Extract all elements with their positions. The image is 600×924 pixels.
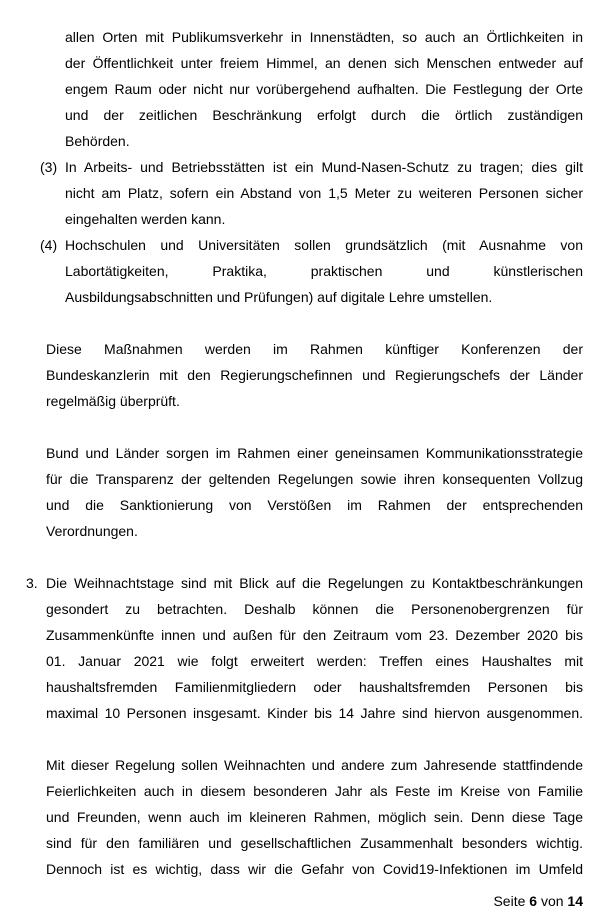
footer-label-of: von <box>540 893 564 909</box>
sub-item-3 <box>40 154 583 232</box>
text-line: sind für den familiären und gesellschaftlichen Zusammenhalt besonders wichtig. <box>46 835 583 851</box>
paragraph-communication-strategy <box>46 440 583 544</box>
paragraph-christmas-celebrations <box>46 752 583 882</box>
text-line: Ausbildungsabschnitten und Prüfungen) auf digitale Lehre umstellen. <box>65 289 493 305</box>
text-line: gesondert zu betrachten. Deshalb können die Personenobergrenzen für <box>46 601 583 617</box>
sub-item-4 <box>40 232 583 310</box>
main-item-3-christmas-days <box>26 570 583 726</box>
text-line: In Arbeits- und Betriebsstätten ist ein Mund-Nasen-Schutz zu tragen; dies gilt <box>65 159 583 175</box>
text-line: und die Sanktionierung von Verstößen im Rahmen der entsprechenden <box>46 497 583 513</box>
text-line: für die Transparenz der geltenden Regelungen sowie ihren konsequenten Vollzug <box>46 471 583 487</box>
text-line: maximal 10 Personen insgesamt. Kinder bis 14 Jahre sind hiervon ausgenommen. <box>46 705 583 721</box>
text-line: Bundeskanzlerin mit den Regierungschefinnen und Regierungschefs der Länder <box>46 367 583 383</box>
text-line: 01. Januar 2021 wie folgt erweitert werden: Treffen eines Haushaltes mit <box>46 653 583 669</box>
footer-page-total: 14 <box>567 893 583 909</box>
text-line: Bund und Länder sorgen im Rahmen einer geneinsamen Kommunikationsstrategie <box>46 445 583 461</box>
text-line: Mit dieser Regelung sollen Weihnachten und andere zum Jahresende stattfindende <box>46 757 583 773</box>
text-line: Zusammenkünfte innen und außen für den Zeitraum vom 23. Dezember 2020 bis <box>46 627 583 643</box>
text-line: nicht am Platz, sofern ein Abstand von 1,5 Meter zu weiteren Personen sicher <box>65 185 583 201</box>
page-footer <box>493 892 583 910</box>
text-line: Dennoch ist es wichtig, dass wir die Gefahr von Covid19-Infektionen im Umfeld <box>46 861 583 877</box>
text-line: allen Orten mit Publikumsverkehr in Innenstädten, so auch an Örtlichkeiten in <box>65 29 583 45</box>
document-body <box>0 24 600 882</box>
text-line: engem Raum oder nicht nur vorübergehend aufhalten. Die Festlegung der Orte <box>65 81 583 97</box>
list-marker: (4) <box>40 237 58 253</box>
text-line: und der zeitlichen Beschränkung erfolgt durch die örtlich zuständigen <box>65 107 583 123</box>
text-line: Die Weihnachtstage sind mit Blick auf die Regelungen zu Kontaktbeschränkungen <box>46 575 583 591</box>
text-line: Verordnungen. <box>46 523 138 539</box>
text-line: Feierlichkeiten auch in diesem besonderen Jahr als Feste im Kreise von Familie <box>46 783 583 799</box>
list-marker: (3) <box>40 159 58 175</box>
footer-label-page: Seite <box>493 893 526 909</box>
item-2-continuation-paragraph <box>65 24 583 154</box>
text-line: Hochschulen und Universitäten sollen grundsätzlich (mit Ausnahme von <box>65 237 583 253</box>
text-line: Diese Maßnahmen werden im Rahmen künftiger Konferenzen der <box>46 341 583 357</box>
text-line: und Freunden, wenn auch im kleineren Rahmen, möglich sein. Denn diese Tage <box>46 809 583 825</box>
list-marker: 3. <box>26 575 38 591</box>
footer-page-number: 6 <box>529 893 538 909</box>
text-line: Labortätigkeiten, Praktika, praktischen und künstlerischen <box>65 263 583 279</box>
text-line: Behörden. <box>65 133 130 149</box>
text-line: regelmäßig überprüft. <box>46 393 180 409</box>
text-line: haushaltsfremden Familienmitgliedern oder haushaltsfremden Personen bis <box>46 679 583 695</box>
text-line: eingehalten werden kann. <box>65 211 226 227</box>
paragraph-review-of-measures <box>46 336 583 414</box>
text-line: der Öffentlichkeit unter freiem Himmel, an denen sich Menschen entweder auf <box>65 55 583 71</box>
